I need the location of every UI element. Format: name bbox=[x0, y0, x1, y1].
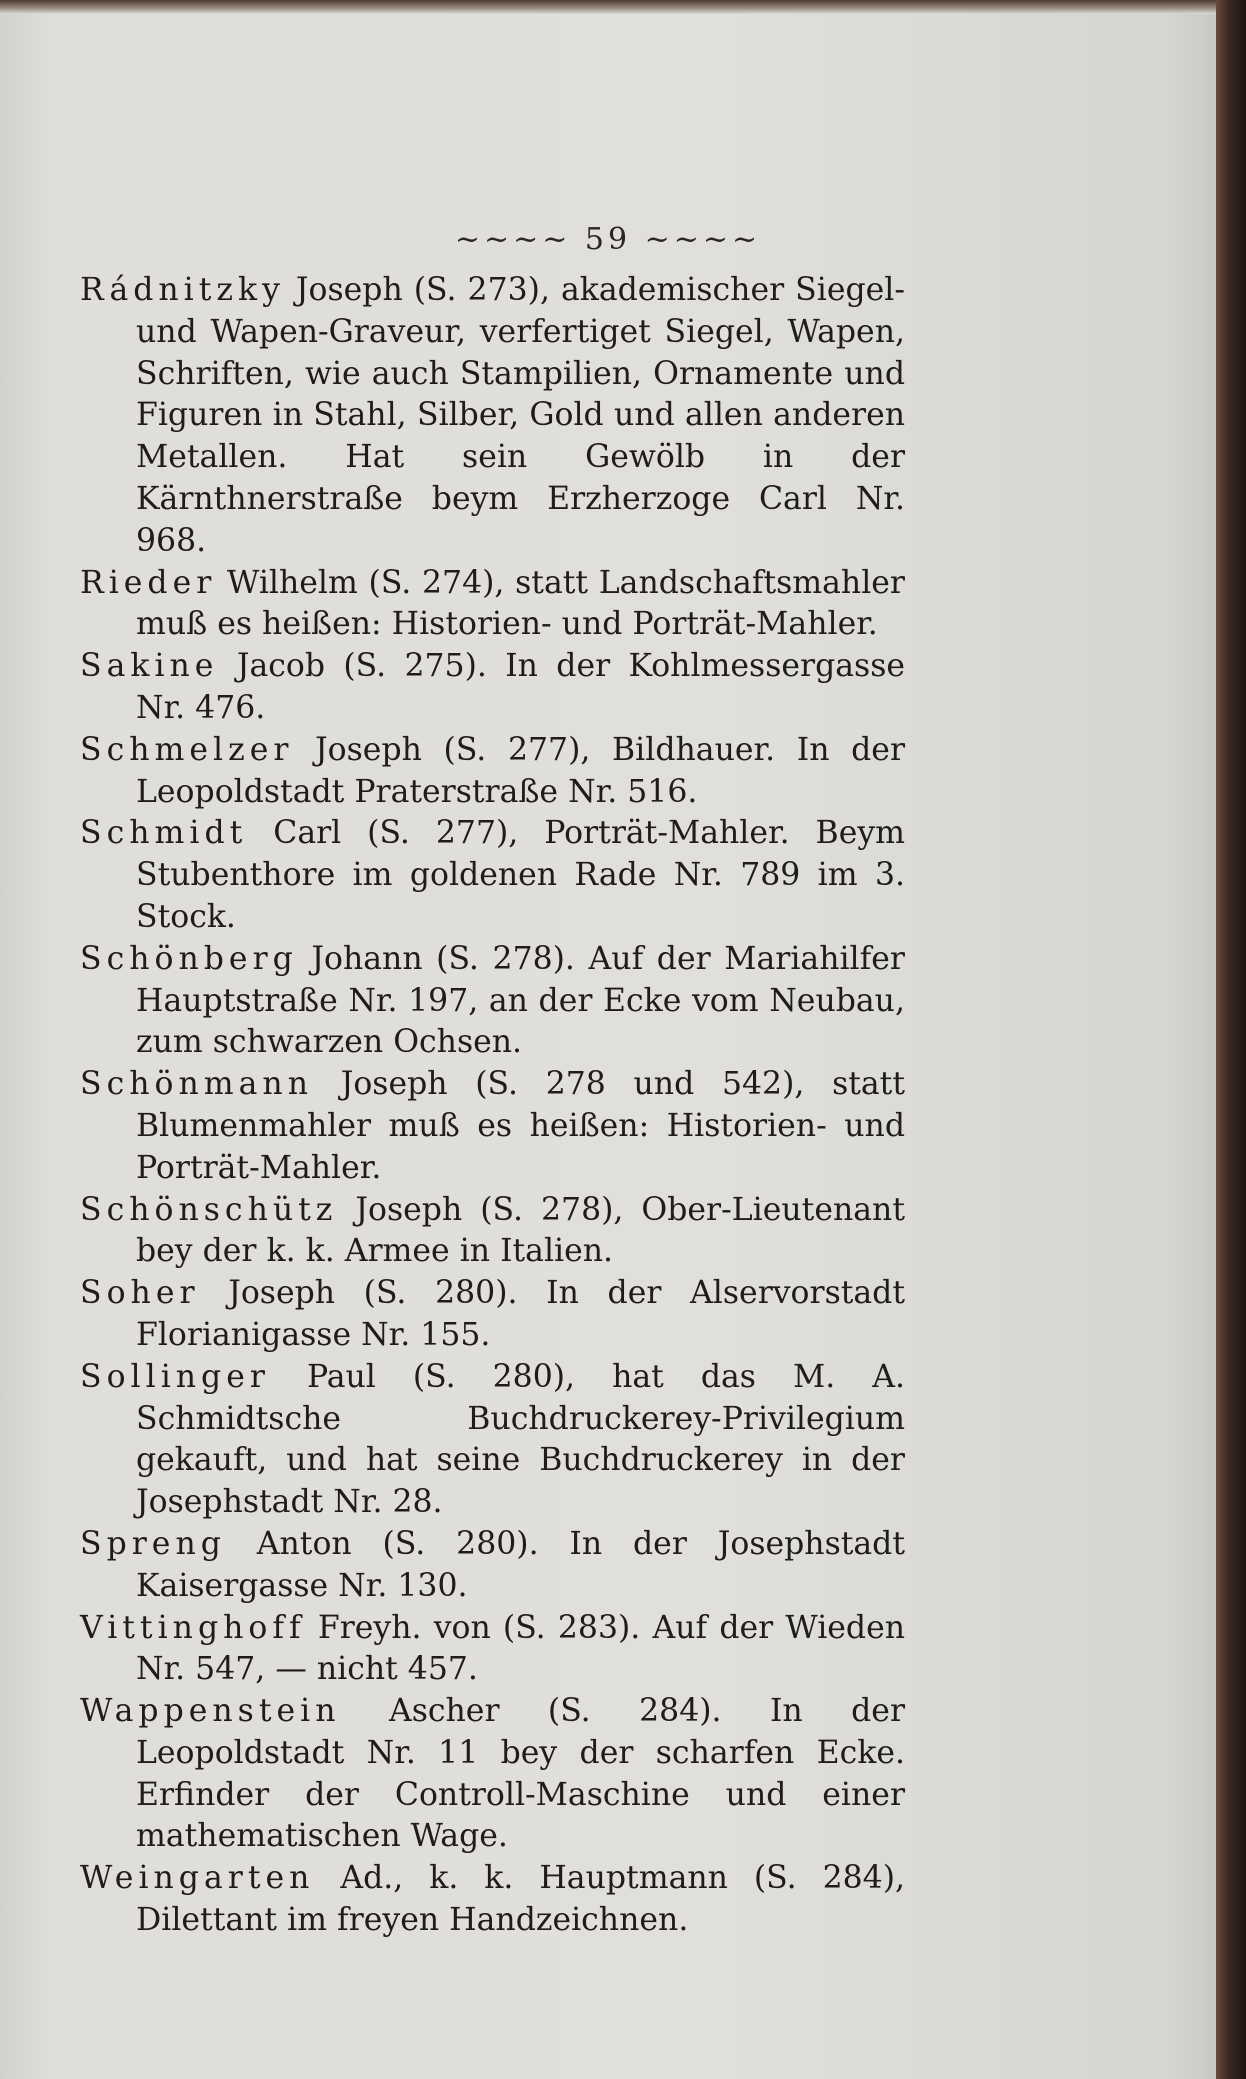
entry-name: Rieder bbox=[80, 564, 217, 601]
entry-name: Vittinghoff bbox=[80, 1609, 306, 1646]
entry-spreng bbox=[80, 1524, 905, 1608]
entry-list bbox=[80, 270, 905, 1942]
entry-schoenmann bbox=[80, 1064, 905, 1189]
entry-text: Joseph (S. 278), Ober-Lieutenant bey der k. k. Armee in Italien. bbox=[136, 1191, 905, 1270]
entry-text: Anton (S. 280). In der Josephstadt Kaisergasse Nr. 130. bbox=[136, 1525, 905, 1604]
entry-schoenschuetz bbox=[80, 1190, 905, 1274]
entry-name: Spreng bbox=[80, 1525, 226, 1562]
entry-name: Schönschütz bbox=[80, 1191, 338, 1228]
entry-text: Freyh. von (S. 283). Auf der Wieden Nr. 547, — nicht 457. bbox=[136, 1609, 906, 1688]
entry-name: Sakine bbox=[80, 648, 219, 685]
entry-text: Johann (S. 278). Auf der Mariahilfer Hauptstraße Nr. 197, an der Ecke vom Neubau, zum schwarzen Ochsen. bbox=[136, 940, 905, 1061]
ornament-left: ~~~~ bbox=[454, 222, 572, 257]
entry-text: Joseph (S. 273), akademischer Siegel- und Wapen-Graveur, verfertiget Siegel, Wapen, Schriften, wie auch Stampilien, Ornamente und Figuren in Stahl, Silber, Gold und allen anderen Metallen. Hat sein Gewölb in der Kärnthnerstraße beym Erzherzoge Carl Nr. 968. bbox=[136, 272, 905, 559]
page-header bbox=[0, 222, 1216, 257]
entry-name: Schönberg bbox=[80, 940, 298, 977]
entry-text: Wilhelm (S. 274), statt Landschaftsmahler muß es heißen: Historien- und Porträt-Mahler. bbox=[136, 564, 905, 643]
book-binding-edge bbox=[1216, 0, 1246, 2079]
entry-name: Soher bbox=[80, 1275, 200, 1312]
page-top-edge bbox=[0, 0, 1216, 14]
entry-schmelzer bbox=[80, 730, 905, 814]
ornament-right: ~~~~ bbox=[644, 222, 762, 257]
entry-name: Wappenstein bbox=[80, 1693, 341, 1730]
entry-vittinghoff bbox=[80, 1608, 905, 1692]
entry-text: Jacob (S. 275). In der Kohlmessergasse Nr. 476. bbox=[136, 648, 905, 726]
entry-sakine bbox=[80, 646, 905, 730]
entry-text: Joseph (S. 277), Bildhauer. In der Leopoldstadt Praterstraße Nr. 516. bbox=[136, 731, 905, 810]
entry-text: Ascher (S. 284). In der Leopoldstadt Nr. 11 bey der scharfen Ecke. Erfinder der Controll-Maschine und einer mathematischen Wage. bbox=[136, 1693, 906, 1855]
entry-text: Ad., k. k. Hauptmann (S. 284), Dilettant im freyen Handzeichnen. bbox=[136, 1860, 905, 1939]
entry-sollinger bbox=[80, 1357, 905, 1524]
entry-rieder bbox=[80, 563, 905, 647]
entry-schoenberg bbox=[80, 939, 905, 1064]
entry-text: Carl (S. 277), Porträt-Mahler. Beym Stubenthore im goldenen Rade Nr. 789 im 3. Stock. bbox=[136, 815, 905, 935]
entry-text: Paul (S. 280), hat das M. A. Schmidtsche Buchdruckerey-Privilegium gekauft, und hat seine Buchdruckerey in der Josephstadt Nr. 28. bbox=[136, 1358, 905, 1521]
entry-name: Rádnitzky bbox=[80, 272, 285, 308]
entry-radnitzky bbox=[80, 270, 905, 563]
entry-name: Sollinger bbox=[80, 1358, 270, 1395]
entry-name: Schmidt bbox=[80, 815, 248, 852]
entry-soher bbox=[80, 1273, 905, 1357]
entry-name: Schönmann bbox=[80, 1066, 313, 1103]
entry-weingarten bbox=[80, 1858, 905, 1942]
entry-schmidt bbox=[80, 813, 905, 938]
entry-text: Joseph (S. 280). In der Alservorstadt Florianigasse Nr. 155. bbox=[136, 1275, 905, 1353]
entry-name: Weingarten bbox=[80, 1860, 315, 1897]
page-number: 59 bbox=[584, 222, 632, 257]
entry-wappenstein bbox=[80, 1691, 905, 1858]
entry-name: Schmelzer bbox=[80, 731, 294, 768]
entry-text: Joseph (S. 278 und 542), statt Blumenmahler muß es heißen: Historien- und Porträt-Mahler. bbox=[136, 1066, 905, 1186]
